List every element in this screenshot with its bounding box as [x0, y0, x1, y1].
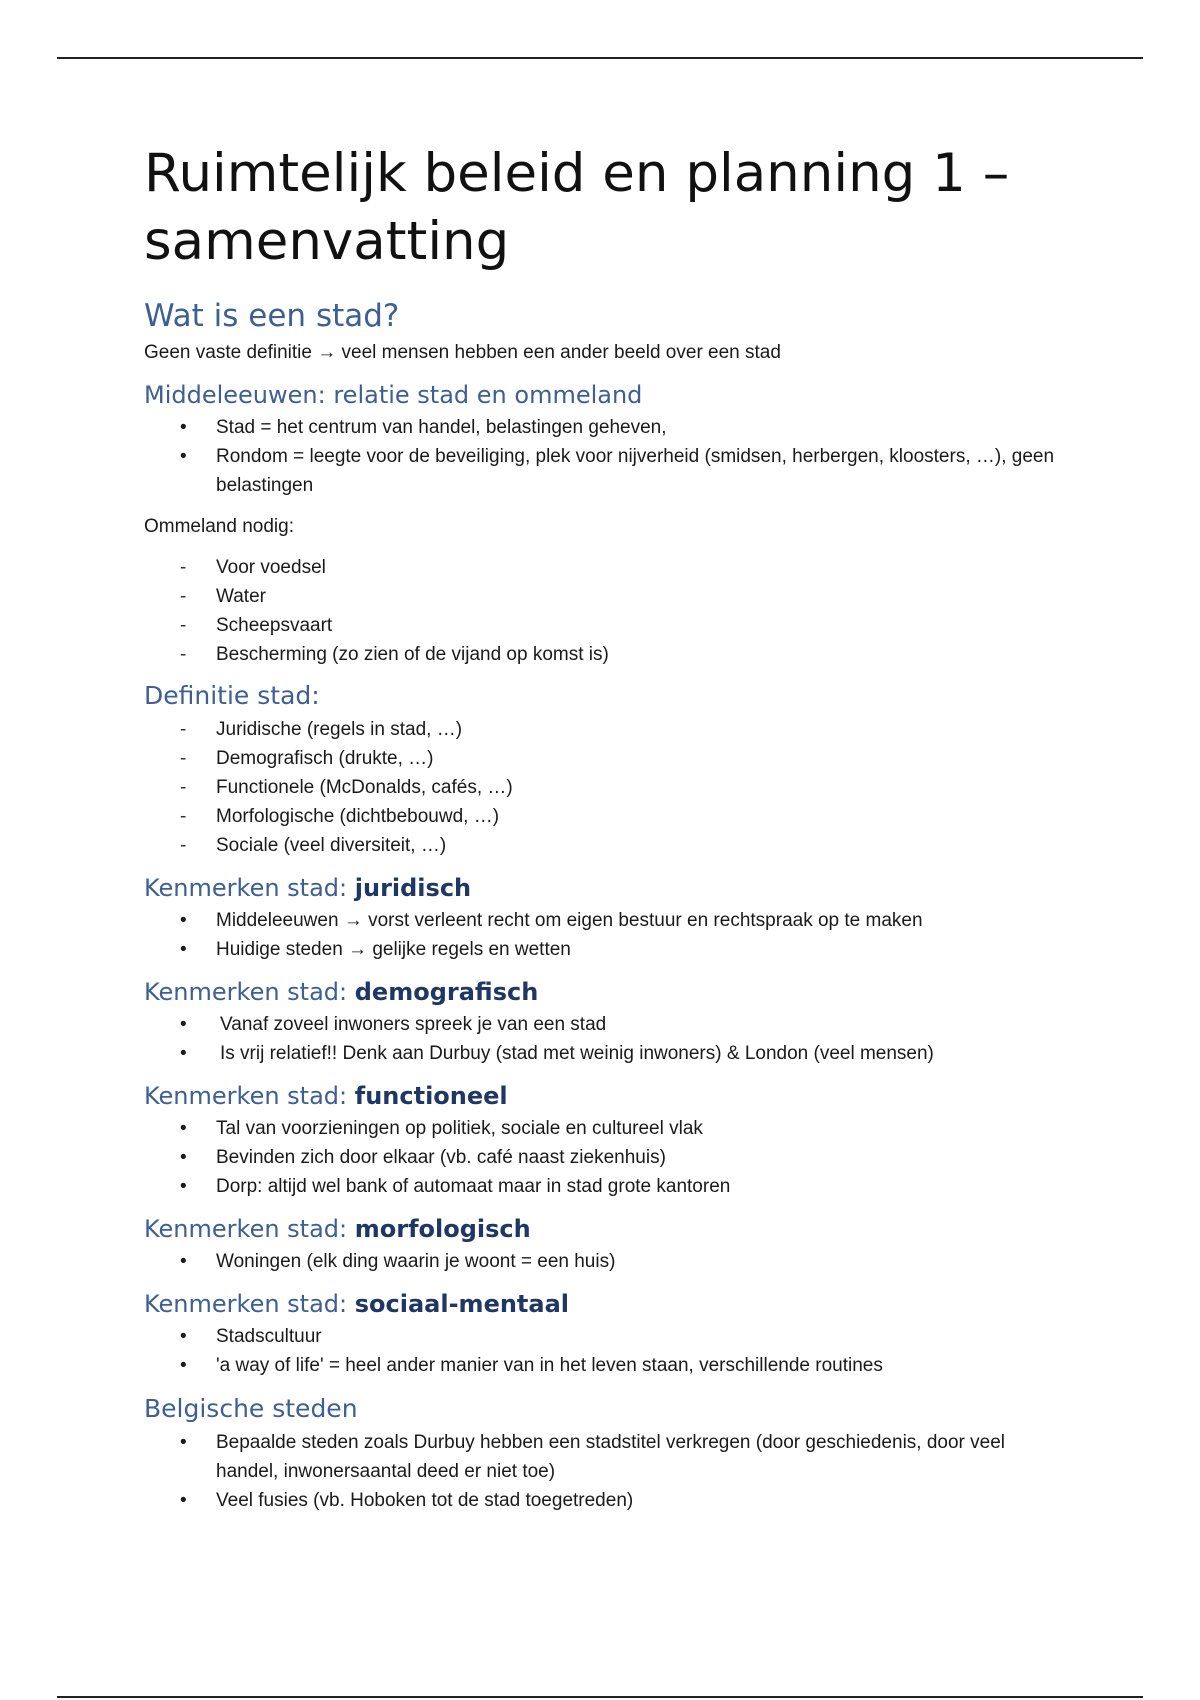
list-item — [144, 413, 1064, 442]
dash-marker: - — [180, 557, 187, 578]
list-item — [144, 582, 1064, 611]
list-item — [144, 611, 1064, 640]
bullet-marker: • — [180, 446, 187, 467]
middeleeuwen-list — [144, 413, 1064, 500]
list-item-text: Voor voedsel — [216, 557, 326, 578]
demografisch-heading — [144, 976, 1064, 1008]
list-item-text: Sociale (veel diversiteit, …) — [216, 835, 447, 856]
dash-marker: - — [180, 719, 187, 740]
list-item — [144, 1039, 1064, 1068]
list-item — [144, 935, 1064, 964]
dash-marker: - — [180, 586, 187, 607]
functioneel-list — [144, 1114, 1064, 1201]
document-title: Ruimtelijk beleid en planning 1 – samenvatting — [144, 143, 1010, 272]
dash-marker: - — [180, 835, 187, 856]
list-item-text: Functionele (McDonalds, cafés, …) — [216, 777, 513, 798]
dash-marker: - — [180, 644, 187, 665]
list-item — [144, 802, 1064, 831]
morfologisch-heading — [144, 1213, 1064, 1245]
heading-keyword: morfologisch — [354, 1215, 531, 1243]
heading-prefix: Kenmerken stad: — [144, 978, 355, 1006]
list-item-text: 'a way of life' = heel ander manier van in het leven staan, verschillende routines — [216, 1355, 883, 1376]
list-item — [144, 1322, 1064, 1351]
list-item — [144, 773, 1064, 802]
bottom-rule — [57, 1696, 1143, 1698]
list-item-text: Woningen (elk ding waarin je woont = een huis) — [216, 1251, 616, 1272]
list-item-text: Bescherming (zo zien of de vijand op komst is) — [216, 644, 609, 665]
bullet-marker: • — [180, 1251, 187, 1272]
list-item — [144, 1351, 1064, 1380]
bullet-marker: • — [180, 1014, 187, 1035]
list-item — [144, 442, 1064, 500]
sociaal-heading — [144, 1288, 1064, 1320]
list-item-text: Veel fusies (vb. Hoboken tot de stad toegetreden) — [216, 1490, 634, 1511]
heading-keyword: demografisch — [354, 978, 539, 1006]
list-item — [144, 553, 1064, 582]
ommeland-list — [144, 553, 1064, 669]
sociaal-list — [144, 1322, 1064, 1380]
section-intro: Geen vaste definitie → veel mensen hebben een ander beeld over een stad — [144, 342, 781, 363]
heading-prefix: Kenmerken stad: — [144, 1215, 355, 1243]
list-item — [144, 640, 1064, 669]
list-item — [144, 1172, 1064, 1201]
heading-keyword: sociaal-mentaal — [354, 1290, 570, 1318]
list-item — [144, 1486, 1064, 1515]
list-item-text: Tal van voorzieningen op politiek, sociale en cultureel vlak — [216, 1118, 703, 1139]
definitie-heading: Definitie stad: — [144, 681, 320, 710]
heading-prefix: Kenmerken stad: — [144, 874, 355, 902]
list-item — [144, 715, 1064, 744]
definitie-list — [144, 715, 1064, 860]
document-page — [144, 140, 1064, 1515]
list-item-text: Stadscultuur — [216, 1326, 322, 1347]
list-item-text: Dorp: altijd wel bank of automaat maar in stad grote kantoren — [216, 1176, 731, 1197]
belgische-heading: Belgische steden — [144, 1394, 358, 1423]
bullet-marker: • — [180, 417, 187, 438]
bullet-marker: • — [180, 1043, 187, 1064]
list-item — [144, 1010, 1064, 1039]
section-heading: Wat is een stad? — [144, 298, 400, 334]
list-item — [144, 831, 1064, 860]
functioneel-heading — [144, 1080, 1064, 1112]
list-item — [144, 1428, 1064, 1486]
list-item — [144, 906, 1064, 935]
heading-keyword: functioneel — [354, 1082, 508, 1110]
demografisch-list — [144, 1010, 1064, 1068]
list-item-text: Juridische (regels in stad, …) — [216, 719, 463, 740]
bullet-marker: • — [180, 1118, 187, 1139]
list-item-text: Water — [216, 586, 266, 607]
heading-prefix: Kenmerken stad: — [144, 1290, 355, 1318]
list-item-text: Bevinden zich door elkaar (vb. café naast ziekenhuis) — [216, 1147, 666, 1168]
list-item — [144, 744, 1064, 773]
list-item-text: Huidige steden → gelijke regels en wetten — [216, 939, 571, 960]
list-item-text: Morfologische (dichtbebouwd, …) — [216, 806, 500, 827]
middeleeuwen-heading: Middeleeuwen: relatie stad en ommeland — [144, 381, 643, 409]
belgische-list — [144, 1428, 1064, 1515]
juridisch-list — [144, 906, 1064, 964]
list-item-text: Vanaf zoveel inwoners spreek je van een stad — [220, 1014, 607, 1035]
dash-marker: - — [180, 806, 187, 827]
list-item-text: Stad = het centrum van handel, belastingen geheven, — [216, 417, 667, 438]
bullet-marker: • — [180, 1326, 187, 1347]
list-item-text: Bepaalde steden zoals Durbuy hebben een stadstitel verkregen (door geschiedenis, door veel handel, inwonersaantal deed er niet toe) — [216, 1432, 1006, 1482]
list-item-text: Rondom = leegte voor de beveiliging, plek voor nijverheid (smidsen, herbergen, kloosters, …), geen belastingen — [216, 446, 1055, 496]
list-item-text: Is vrij relatief!! Denk aan Durbuy (stad met weinig inwoners) & London (veel mensen) — [220, 1043, 934, 1064]
list-item — [144, 1247, 1064, 1276]
heading-keyword: juridisch — [354, 874, 472, 902]
heading-prefix: Kenmerken stad: — [144, 1082, 355, 1110]
morfologisch-list — [144, 1247, 1064, 1276]
dash-marker: - — [180, 748, 187, 769]
dash-marker: - — [180, 777, 187, 798]
list-item-text: Demografisch (drukte, …) — [216, 748, 434, 769]
bullet-marker: • — [180, 1147, 187, 1168]
list-item-text: Scheepsvaart — [216, 615, 333, 636]
bullet-marker: • — [180, 1176, 187, 1197]
ommeland-label: Ommeland nodig: — [144, 516, 294, 537]
bullet-marker: • — [180, 1355, 187, 1376]
list-item-text: Middeleeuwen → vorst verleent recht om eigen bestuur en rechtspraak op te maken — [216, 910, 923, 931]
dash-marker: - — [180, 615, 187, 636]
list-item — [144, 1114, 1064, 1143]
bullet-marker: • — [180, 1432, 187, 1453]
bullet-marker: • — [180, 1490, 187, 1511]
bullet-marker: • — [180, 939, 187, 960]
top-rule — [57, 57, 1143, 59]
bullet-marker: • — [180, 910, 187, 931]
juridisch-heading — [144, 872, 1064, 904]
list-item — [144, 1143, 1064, 1172]
